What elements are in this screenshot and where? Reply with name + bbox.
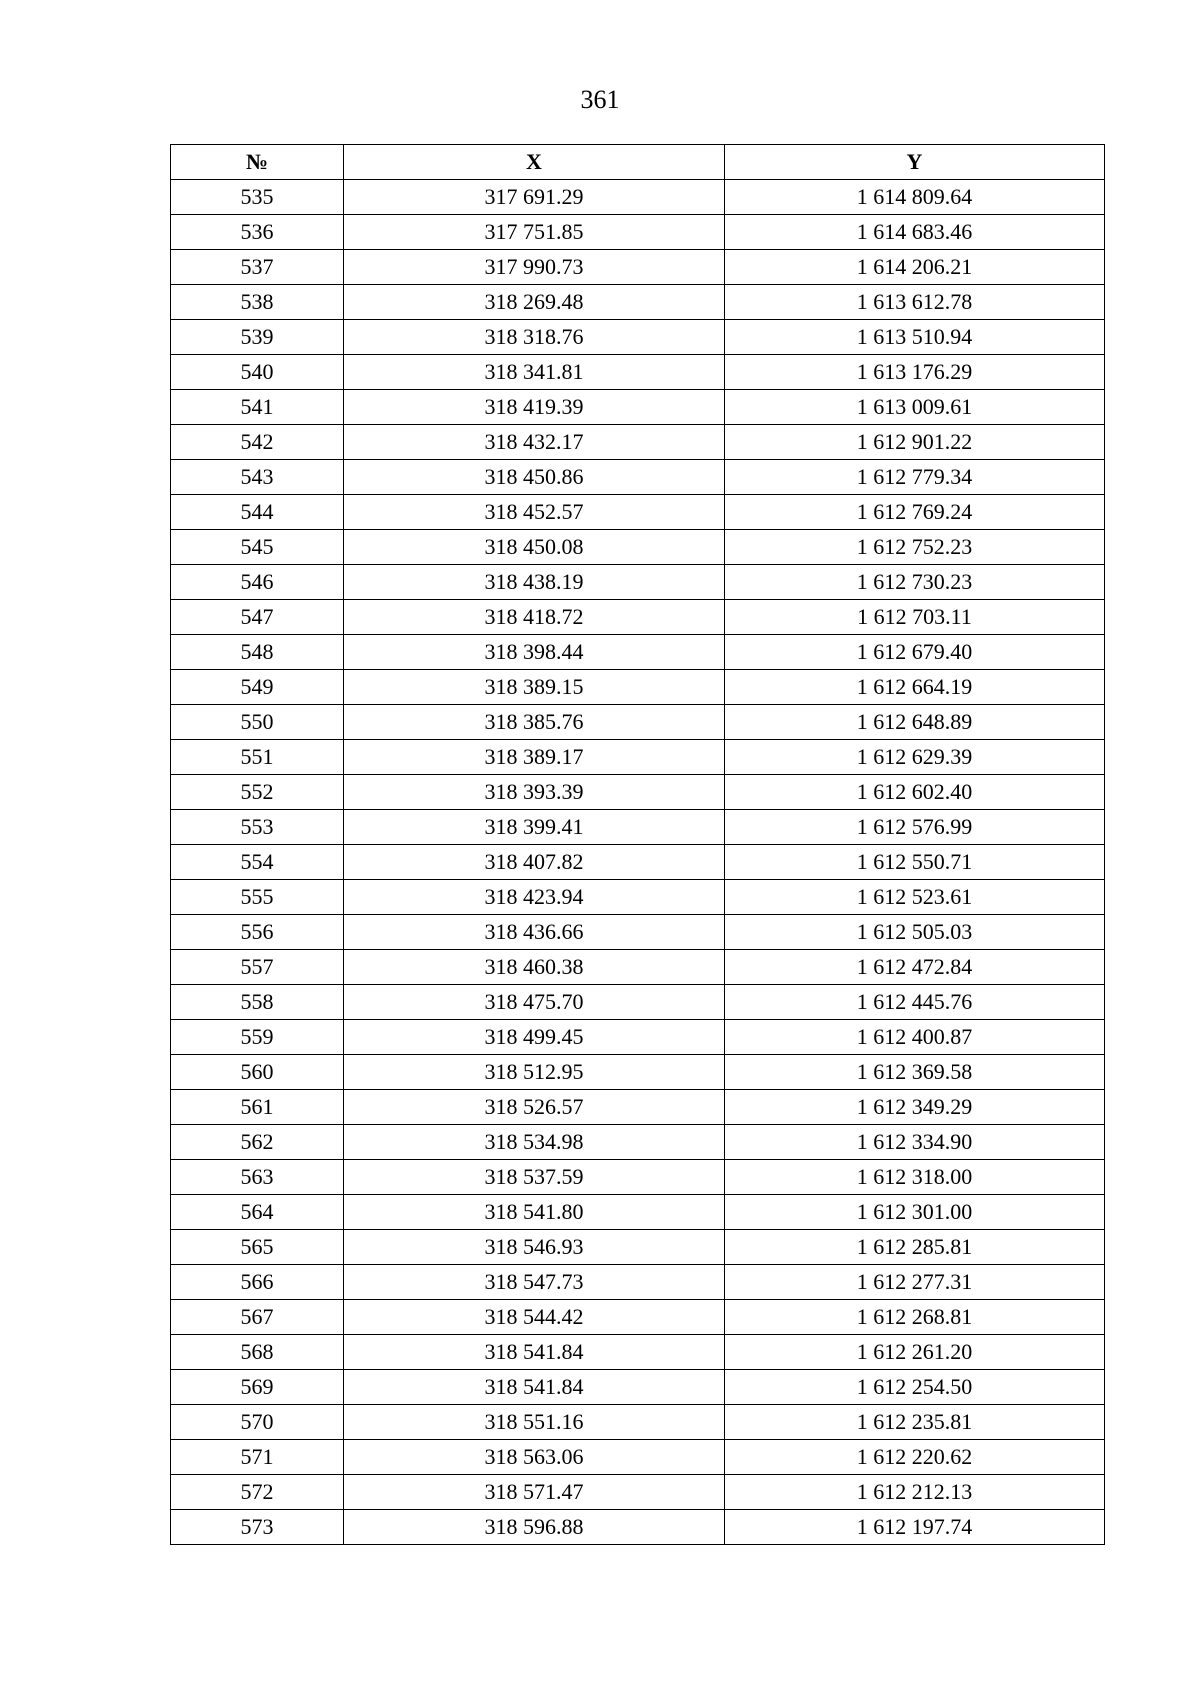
cell-number: 560 [171, 1055, 344, 1090]
cell-y: 1 612 472.84 [725, 950, 1105, 985]
table-row [171, 1300, 1105, 1335]
cell-y: 1 614 683.46 [725, 215, 1105, 250]
cell-x: 318 475.70 [344, 985, 725, 1020]
cell-number: 570 [171, 1405, 344, 1440]
cell-x: 318 432.17 [344, 425, 725, 460]
cell-number: 572 [171, 1475, 344, 1510]
cell-y: 1 612 505.03 [725, 915, 1105, 950]
table-row [171, 250, 1105, 285]
cell-y: 1 612 235.81 [725, 1405, 1105, 1440]
table-row [171, 1055, 1105, 1090]
cell-x: 318 526.57 [344, 1090, 725, 1125]
table-row [171, 845, 1105, 880]
cell-y: 1 612 220.62 [725, 1440, 1105, 1475]
cell-number: 556 [171, 915, 344, 950]
cell-x: 318 389.15 [344, 670, 725, 705]
cell-x: 318 544.42 [344, 1300, 725, 1335]
cell-y: 1 612 679.40 [725, 635, 1105, 670]
table-row [171, 425, 1105, 460]
cell-x: 318 551.16 [344, 1405, 725, 1440]
cell-x: 318 399.41 [344, 810, 725, 845]
cell-y: 1 612 277.31 [725, 1265, 1105, 1300]
cell-x: 318 450.86 [344, 460, 725, 495]
table-row [171, 180, 1105, 215]
cell-y: 1 612 369.58 [725, 1055, 1105, 1090]
header-x: X [344, 145, 725, 180]
cell-x: 318 389.17 [344, 740, 725, 775]
cell-y: 1 612 523.61 [725, 880, 1105, 915]
cell-x: 318 512.95 [344, 1055, 725, 1090]
cell-y: 1 612 445.76 [725, 985, 1105, 1020]
table-row [171, 1020, 1105, 1055]
table-row [171, 950, 1105, 985]
cell-x: 318 596.88 [344, 1510, 725, 1545]
table-row [171, 1125, 1105, 1160]
cell-number: 565 [171, 1230, 344, 1265]
cell-x: 318 452.57 [344, 495, 725, 530]
cell-number: 547 [171, 600, 344, 635]
table-row [171, 1265, 1105, 1300]
cell-y: 1 612 648.89 [725, 705, 1105, 740]
table-row [171, 810, 1105, 845]
cell-x: 318 460.38 [344, 950, 725, 985]
cell-x: 318 407.82 [344, 845, 725, 880]
table-row [171, 460, 1105, 495]
cell-x: 318 318.76 [344, 320, 725, 355]
cell-y: 1 612 779.34 [725, 460, 1105, 495]
cell-number: 558 [171, 985, 344, 1020]
table-row [171, 1440, 1105, 1475]
table-header-row [171, 145, 1105, 180]
table-row [171, 1370, 1105, 1405]
cell-y: 1 612 212.13 [725, 1475, 1105, 1510]
cell-y: 1 612 268.81 [725, 1300, 1105, 1335]
cell-number: 535 [171, 180, 344, 215]
cell-number: 568 [171, 1335, 344, 1370]
table-row [171, 1405, 1105, 1440]
cell-y: 1 614 206.21 [725, 250, 1105, 285]
cell-y: 1 612 197.74 [725, 1510, 1105, 1545]
cell-number: 555 [171, 880, 344, 915]
table-row [171, 705, 1105, 740]
cell-x: 317 990.73 [344, 250, 725, 285]
cell-y: 1 612 769.24 [725, 495, 1105, 530]
cell-y: 1 612 730.23 [725, 565, 1105, 600]
page-number: 361 [580, 85, 620, 114]
table-row [171, 390, 1105, 425]
cell-y: 1 612 703.11 [725, 600, 1105, 635]
cell-y: 1 612 261.20 [725, 1335, 1105, 1370]
cell-x: 318 541.84 [344, 1370, 725, 1405]
table-row [171, 1335, 1105, 1370]
cell-number: 548 [171, 635, 344, 670]
header-number: № [171, 145, 344, 180]
cell-x: 318 438.19 [344, 565, 725, 600]
cell-y: 1 612 334.90 [725, 1125, 1105, 1160]
cell-number: 566 [171, 1265, 344, 1300]
table-body [171, 180, 1105, 1545]
cell-y: 1 613 510.94 [725, 320, 1105, 355]
cell-x: 317 691.29 [344, 180, 725, 215]
cell-x: 318 499.45 [344, 1020, 725, 1055]
table-row [171, 1230, 1105, 1265]
cell-x: 318 541.80 [344, 1195, 725, 1230]
cell-y: 1 612 400.87 [725, 1020, 1105, 1055]
cell-number: 562 [171, 1125, 344, 1160]
cell-number: 557 [171, 950, 344, 985]
cell-x: 318 563.06 [344, 1440, 725, 1475]
table-row [171, 1090, 1105, 1125]
table-row [171, 285, 1105, 320]
table-row [171, 670, 1105, 705]
cell-y: 1 612 254.50 [725, 1370, 1105, 1405]
cell-number: 540 [171, 355, 344, 390]
cell-x: 318 385.76 [344, 705, 725, 740]
cell-number: 539 [171, 320, 344, 355]
header-y: Y [725, 145, 1105, 180]
table-row [171, 355, 1105, 390]
cell-y: 1 613 009.61 [725, 390, 1105, 425]
table-row [171, 1195, 1105, 1230]
cell-x: 318 450.08 [344, 530, 725, 565]
cell-number: 552 [171, 775, 344, 810]
table-row [171, 740, 1105, 775]
cell-number: 573 [171, 1510, 344, 1545]
table-row [171, 635, 1105, 670]
cell-x: 318 547.73 [344, 1265, 725, 1300]
cell-number: 559 [171, 1020, 344, 1055]
cell-number: 542 [171, 425, 344, 460]
table-row [171, 775, 1105, 810]
table-row [171, 985, 1105, 1020]
cell-x: 317 751.85 [344, 215, 725, 250]
table-row [171, 600, 1105, 635]
table-row [171, 565, 1105, 600]
table-row [171, 915, 1105, 950]
cell-number: 549 [171, 670, 344, 705]
cell-x: 318 393.39 [344, 775, 725, 810]
cell-x: 318 341.81 [344, 355, 725, 390]
cell-number: 554 [171, 845, 344, 880]
cell-y: 1 612 629.39 [725, 740, 1105, 775]
cell-x: 318 269.48 [344, 285, 725, 320]
cell-x: 318 546.93 [344, 1230, 725, 1265]
cell-x: 318 436.66 [344, 915, 725, 950]
table-row [171, 495, 1105, 530]
cell-y: 1 612 576.99 [725, 810, 1105, 845]
cell-y: 1 612 602.40 [725, 775, 1105, 810]
coordinates-table [170, 144, 1105, 1545]
cell-number: 551 [171, 740, 344, 775]
cell-y: 1 612 901.22 [725, 425, 1105, 460]
cell-y: 1 612 752.23 [725, 530, 1105, 565]
cell-number: 561 [171, 1090, 344, 1125]
cell-x: 318 537.59 [344, 1160, 725, 1195]
cell-y: 1 612 664.19 [725, 670, 1105, 705]
cell-number: 543 [171, 460, 344, 495]
cell-number: 544 [171, 495, 344, 530]
cell-number: 538 [171, 285, 344, 320]
cell-y: 1 614 809.64 [725, 180, 1105, 215]
cell-number: 564 [171, 1195, 344, 1230]
table-row [171, 880, 1105, 915]
cell-y: 1 612 285.81 [725, 1230, 1105, 1265]
cell-x: 318 534.98 [344, 1125, 725, 1160]
cell-y: 1 612 301.00 [725, 1195, 1105, 1230]
cell-y: 1 612 318.00 [725, 1160, 1105, 1195]
cell-number: 550 [171, 705, 344, 740]
table-row [171, 1160, 1105, 1195]
cell-number: 569 [171, 1370, 344, 1405]
cell-y: 1 613 176.29 [725, 355, 1105, 390]
cell-number: 541 [171, 390, 344, 425]
table-row [171, 530, 1105, 565]
cell-y: 1 612 550.71 [725, 845, 1105, 880]
cell-x: 318 571.47 [344, 1475, 725, 1510]
cell-number: 567 [171, 1300, 344, 1335]
cell-number: 563 [171, 1160, 344, 1195]
cell-x: 318 398.44 [344, 635, 725, 670]
cell-x: 318 423.94 [344, 880, 725, 915]
table-row [171, 1475, 1105, 1510]
cell-x: 318 419.39 [344, 390, 725, 425]
cell-number: 536 [171, 215, 344, 250]
cell-y: 1 612 349.29 [725, 1090, 1105, 1125]
cell-y: 1 613 612.78 [725, 285, 1105, 320]
table-row [171, 1510, 1105, 1545]
cell-number: 537 [171, 250, 344, 285]
cell-x: 318 541.84 [344, 1335, 725, 1370]
cell-number: 546 [171, 565, 344, 600]
cell-number: 571 [171, 1440, 344, 1475]
table-row [171, 215, 1105, 250]
cell-number: 545 [171, 530, 344, 565]
cell-number: 553 [171, 810, 344, 845]
table-row [171, 320, 1105, 355]
cell-x: 318 418.72 [344, 600, 725, 635]
